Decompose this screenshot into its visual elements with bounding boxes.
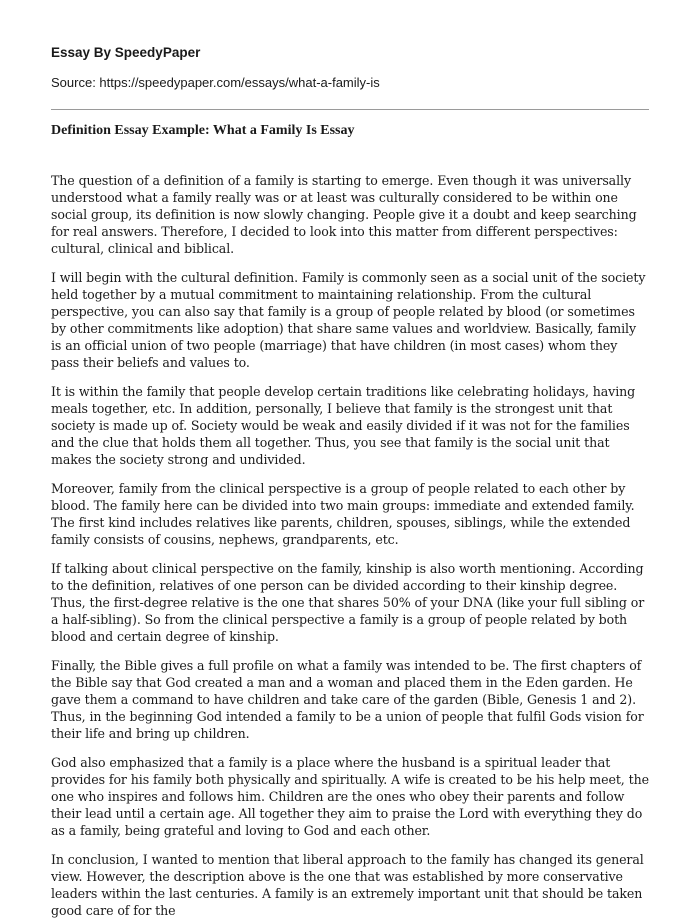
paragraph: I will begin with the cultural definition. Family is commonly seen as a social unit of the society held together by a mutual commitment to maintaining relationship. From the cultural perspective, you can also say that family is a group of people related by blood (or sometimes by other commitments like adoption) that share same values and worldview. Basically, family is an official union of two people (marriage) that have children (in most cases) whom they pass their beliefs and values to. <box>51 270 646 370</box>
paragraph: In conclusion, I wanted to mention that liberal approach to the family has changed its general view. However, the description above is the one that was established by more conservative leaders within the last centuries. A family is an extremely important unit that should be taken good care of for the <box>51 852 644 918</box>
paragraph: Moreover, family from the clinical perspective is a group of people related to each other by blood. The family here can be divided into two main groups: immediate and extended family. The first kind includes relatives like parents, children, spouses, siblings, while the extended family consists of cousins, nephews, grandparents, etc. <box>51 481 635 547</box>
site-title: Essay By SpeedyPaper <box>51 45 201 60</box>
essay-title: Definition Essay Example: What a Family Is Essay <box>51 123 355 138</box>
source-line: Source: https://speedypaper.com/essays/what-a-family-is <box>51 75 380 90</box>
paragraph: The question of a definition of a family is starting to emerge. Even though it was universally understood what a family really was or at least was culturally considered to be within one social group, its definition is now slowly changing. People give it a doubt and keep searching for real answers. Therefore, I decided to look into this matter from different perspectives: cultural, clinical and biblical. <box>51 173 637 256</box>
paragraph: God also emphasized that a family is a place where the husband is a spiritual leader that provides for his family both physically and spiritually. A wife is created to be his help meet, the one who inspires and follows him. Children are the ones who obey their parents and follow their lead until a certain age. All together they aim to praise the Lord with everything they do as a family, being grateful and loving to God and each other. <box>51 755 649 838</box>
header-divider <box>51 109 649 110</box>
essay-body <box>51 172 649 919</box>
paragraph: Finally, the Bible gives a full profile on what a family was intended to be. The first chapters of the Bible say that God created a man and a woman and placed them in the Eden garden. He gave them a command to have children and take care of the garden (Bible, Genesis 1 and 2). Thus, in the beginning God intended a family to be a union of people that fulfil Gods vision for their life and bring up children. <box>51 658 644 741</box>
paragraph: It is within the family that people develop certain traditions like celebrating holidays, having meals together, etc. In addition, personally, I believe that family is the strongest unit that society is made up of. Society would be weak and easily divided if it was not for the families and the clue that holds them all together. Thus, you see that family is the social unit that makes the society strong and undivided. <box>51 384 636 467</box>
paragraph: If talking about clinical perspective on the family, kinship is also worth mentioning. According to the definition, relatives of one person can be divided according to their kinship degree. Thus, the first-degree relative is the one that shares 50% of your DNA (like your full sibling or a half-sibling). So from the clinical perspective a family is a group of people related by both blood and certain degree of kinship. <box>51 561 645 644</box>
